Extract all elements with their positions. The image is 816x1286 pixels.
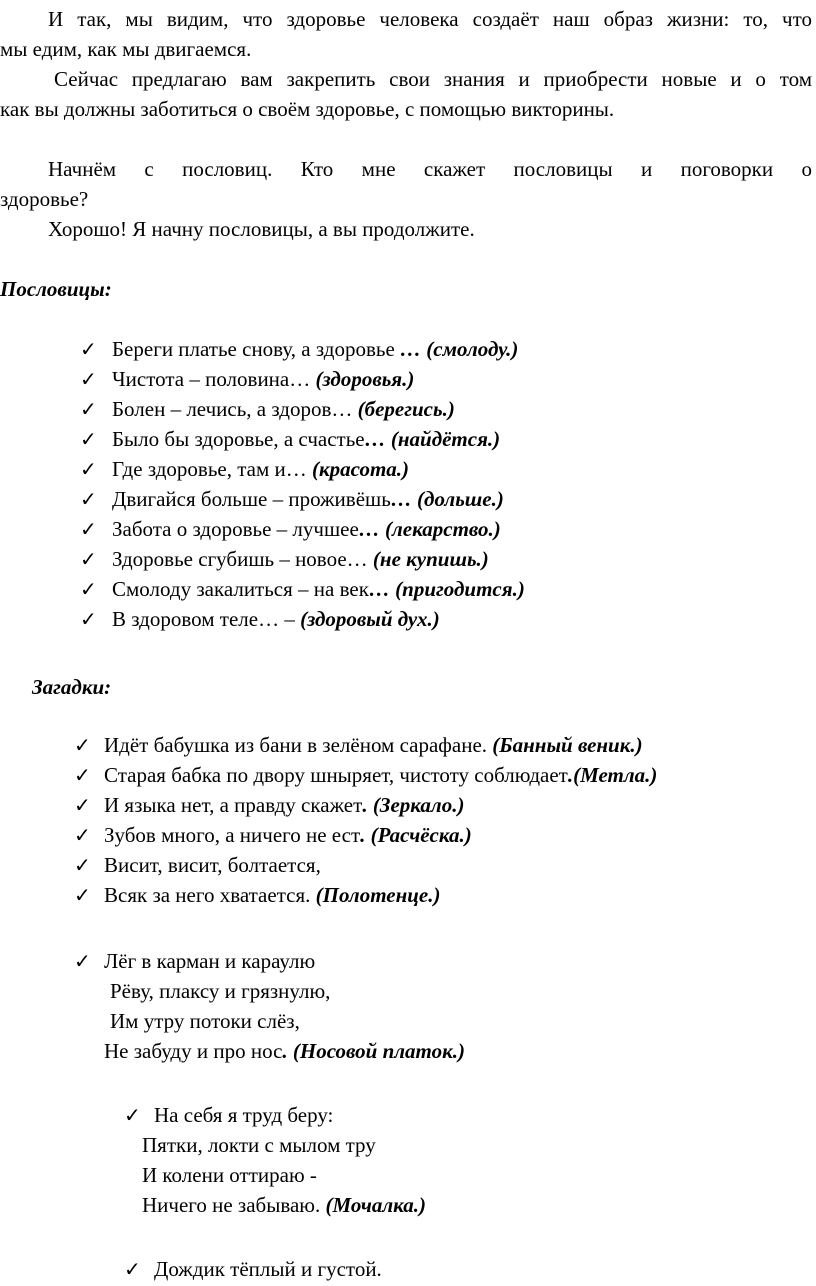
list-item: Двигайся больше – проживёшь… (дольше.) (112, 487, 504, 511)
check-icon: ✓ (74, 793, 91, 817)
list-item: Всяк за него хватается. (Полотенце.) (104, 883, 441, 907)
intro-paragraph-4: Хорошо! Я начну пословицы, а вы продолжите. (48, 217, 475, 241)
check-icon: ✓ (74, 763, 91, 787)
list-item: Висит, висит, болтается, (104, 853, 321, 877)
intro-paragraph-3-line-1: Начнём с пословиц. Кто мне скажет пословицы и поговорки о (48, 157, 812, 181)
check-icon: ✓ (80, 517, 97, 541)
check-icon: ✓ (80, 547, 97, 571)
list-item: Береги платье снову, а здоровье … (смолоду.) (112, 337, 519, 361)
list-item: Старая бабка по двору шныряет, чистоту соблюдает.(Метла.) (104, 763, 658, 787)
poem-line: Дождик тёплый и густой. (154, 1257, 382, 1281)
list-item: Было бы здоровье, а счастье… (найдётся.) (112, 427, 501, 451)
list-item: Где здоровье, там и… (красота.) (112, 457, 410, 481)
poem-line: На себя я труд беру: (154, 1103, 334, 1127)
check-icon: ✓ (80, 577, 97, 601)
list-item: Зубов много, а ничего не ест. (Расчёска.) (104, 823, 472, 847)
poem-line: Рёву, плаксу и грязнулю, (110, 979, 331, 1003)
intro-paragraph-1-line-1: И так, мы видим, что здоровье человека создаёт наш образ жизни: то, что (48, 7, 812, 31)
check-icon: ✓ (80, 427, 97, 451)
check-icon: ✓ (80, 397, 97, 421)
list-item: Чистота – половина… (здоровья.) (112, 367, 415, 391)
poem-line: И колени оттираю - (142, 1163, 317, 1187)
intro-paragraph-2-line-2: как вы должны заботиться о своём здоровье, с помощью викторины. (0, 97, 615, 121)
check-icon: ✓ (74, 733, 91, 757)
check-icon: ✓ (80, 487, 97, 511)
poem-line: Не забуду и про нос. (Носовой платок.) (104, 1039, 465, 1063)
check-icon: ✓ (80, 607, 97, 631)
poem-line: Лёг в карман и караулю (104, 949, 316, 973)
poem-line: Пятки, локти с мылом тру (142, 1133, 376, 1157)
intro-paragraph-3-line-2: здоровье? (0, 187, 89, 211)
intro-paragraph-1-line-2: мы едим, как мы двигаемся. (0, 37, 252, 61)
riddles-heading: Загадки: (32, 675, 112, 699)
poem-line: Ничего не забываю. (Мочалка.) (142, 1193, 426, 1217)
list-item: В здоровом теле… – (здоровый дух.) (112, 607, 440, 631)
check-icon: ✓ (124, 1103, 141, 1127)
check-icon: ✓ (74, 949, 91, 973)
list-item: Смолоду закалиться – на век… (пригодится.) (112, 577, 525, 601)
check-icon: ✓ (80, 337, 97, 361)
check-icon: ✓ (74, 823, 91, 847)
check-icon: ✓ (74, 853, 91, 877)
poem-line: Им утру потоки слёз, (110, 1009, 300, 1033)
check-icon: ✓ (124, 1257, 141, 1281)
intro-paragraph-2-line-1: Сейчас предлагаю вам закрепить свои знания и приобрести новые и о том (54, 67, 812, 91)
list-item: Забота о здоровье – лучшее… (лекарство.) (112, 517, 501, 541)
check-icon: ✓ (80, 367, 97, 391)
check-icon: ✓ (74, 883, 91, 907)
proverbs-heading: Пословицы: (0, 277, 112, 301)
list-item: Болен – лечись, а здоров… (берегись.) (112, 397, 455, 421)
list-item: И языка нет, а правду скажет. (Зеркало.) (104, 793, 465, 817)
list-item: Идёт бабушка из бани в зелёном сарафане. (Банный веник.) (104, 733, 643, 757)
check-icon: ✓ (80, 457, 97, 481)
list-item: Здоровье сгубишь – новое… (не купишь.) (112, 547, 489, 571)
